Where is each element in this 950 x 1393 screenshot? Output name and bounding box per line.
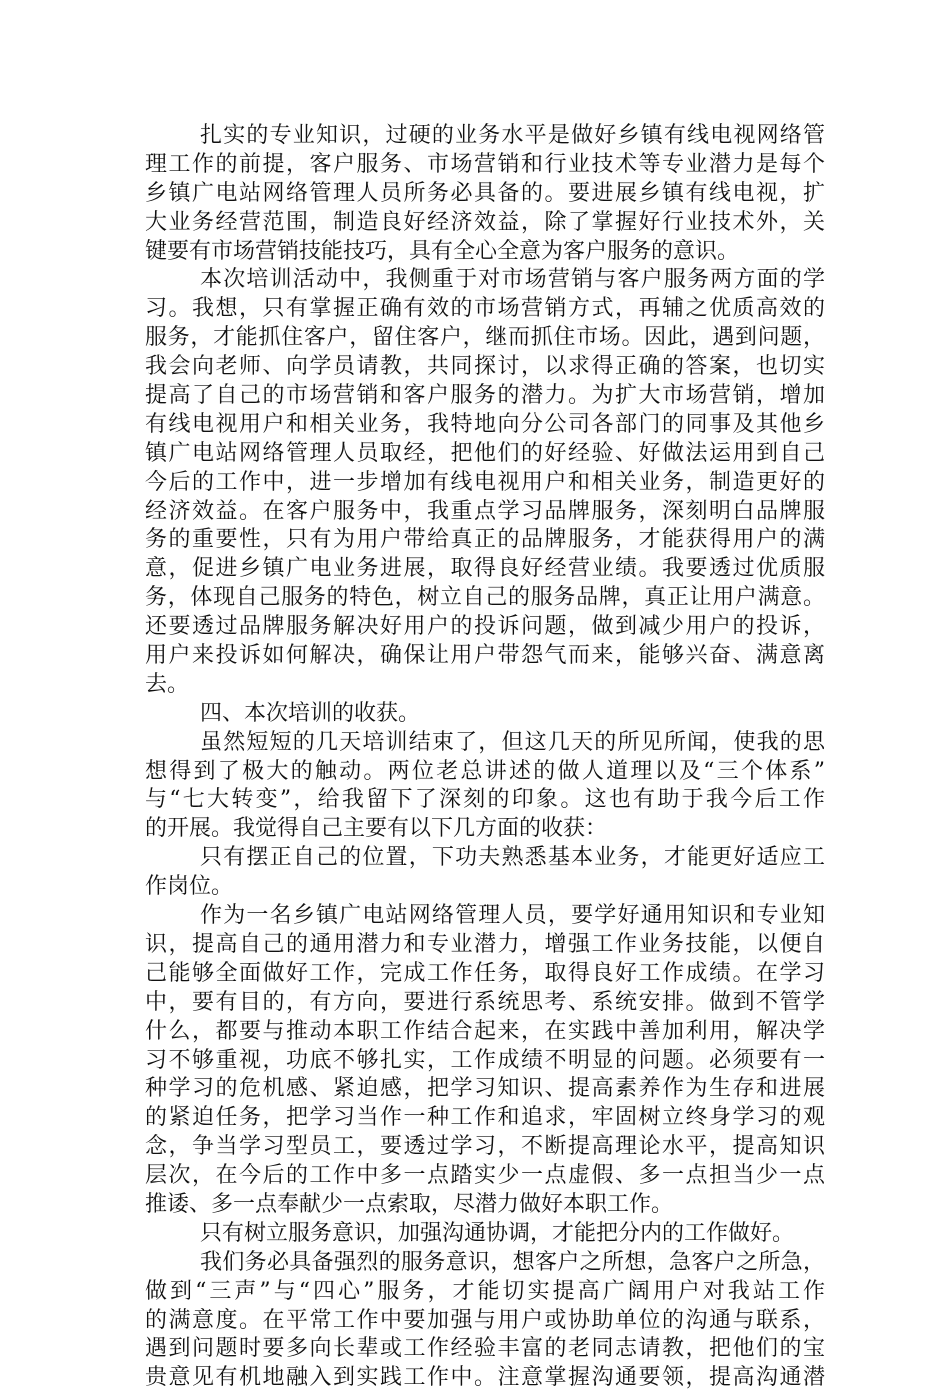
text-line: 的开展。我觉得自己主要有以下几方面的收获：	[145, 816, 608, 842]
text-line: 还要透过品牌服务解决好用户的投诉问题，做到减少用户的投诉，	[145, 614, 825, 640]
text-line: 做到“三声”与“四心”服务，才能切实提高广阔用户对我站工作	[145, 1278, 825, 1304]
text-line: 我们务必具备强烈的服务意识，想客户之所想，急客户之所急，	[200, 1249, 825, 1275]
text-line: 扎实的专业知识，过硬的业务水平是做好乡镇有线电视网络管	[200, 123, 825, 148]
text-line: 贵意见有机地融入到实践工作中。注意掌握沟通要领，提高沟通潜	[145, 1365, 825, 1391]
text-line: 念，争当学习型员工，要透过学习，不断提高理论水平，提高知识	[145, 1134, 825, 1160]
text-line: 镇广电站网络管理人员取经，把他们的好经验、好做法运用到自己	[145, 440, 825, 466]
text-line: 我会向老师、向学员请教，共同探讨，以求得正确的答案，也切实	[145, 354, 825, 380]
text-line: 只有摆正自己的位置，下功夫熟悉基本业务，才能更好适应工	[200, 845, 825, 871]
text-line: 作为一名乡镇广电站网络管理人员，要学好通用知识和专业知	[200, 903, 825, 929]
text-line: 想得到了极大的触动。两位老总讲述的做人道理以及“三个体系”	[145, 758, 825, 784]
text-line: 理工作的前提，客户服务、市场营销和行业技术等专业潜力是每个	[145, 151, 825, 177]
text-line: 只有树立服务意识，加强沟通协调，才能把分内的工作做好。	[200, 1220, 795, 1246]
text-line: 什么，都要与推动本职工作结合起来，在实践中善加利用，解决学	[145, 1018, 825, 1044]
text-line: 键要有市场营销技能技巧，具有全心全意为客户服务的意识。	[145, 238, 740, 264]
text-line: 层次，在今后的工作中多一点踏实少一点虚假、多一点担当少一点	[145, 1163, 825, 1189]
text-line: 务的重要性，只有为用户带给真正的品牌服务，才能获得用户的满	[145, 527, 825, 553]
text-line: 去。	[145, 671, 190, 697]
text-line: 遇到问题时要多向长辈或工作经验丰富的老同志请教，把他们的宝	[145, 1336, 825, 1362]
text-line: 务，体现自己服务的特色，树立自己的服务品牌，真正让用户满意。	[145, 585, 825, 611]
text-line: 四、本次培训的收获。	[200, 700, 421, 726]
text-line: 有线电视用户和相关业务，我特地向分公司各部门的同事及其他乡	[145, 411, 825, 437]
text-line: 经济效益。在客户服务中，我重点学习品牌服务，深刻明白品牌服	[145, 498, 825, 524]
text-line: 乡镇广电站网络管理人员所务必具备的。要进展乡镇有线电视，扩	[145, 180, 825, 206]
text-line: 习。我想，只有掌握正确有效的市场营销方式，再辅之优质高效的	[145, 296, 825, 322]
text-line: 服务，才能抓住客户，留住客户，继而抓住市场。因此，遇到问题，	[145, 325, 825, 351]
text-line: 意，促进乡镇广电业务进展，取得良好经营业绩。我要透过优质服	[145, 556, 825, 582]
text-line: 与“七大转变”，给我留下了深刻的印象。这也有助于我今后工作	[145, 787, 825, 813]
document-page	[145, 122, 825, 1393]
text-line: 种学习的危机感、紧迫感，把学习知识、提高素养作为生存和进展	[145, 1076, 825, 1102]
text-line: 习不够重视，功底不够扎实，工作成绩不明显的问题。必须要有一	[145, 1047, 825, 1073]
text-line: 大业务经营范围，制造良好经济效益，除了掌握好行业技术外，关	[145, 209, 825, 235]
text-line: 的紧迫任务，把学习当作一种工作和追求，牢固树立终身学习的观	[145, 1105, 825, 1131]
text-line: 的满意度。在平常工作中要加强与用户或协助单位的沟通与联系，	[145, 1307, 825, 1333]
text-line: 用户来投诉如何解决，确保让用户带怨气而来，能够兴奋、满意离	[145, 643, 825, 669]
text-line: 今后的工作中，进一步增加有线电视用户和相关业务，制造更好的	[145, 469, 825, 495]
text-line: 中，要有目的，有方向，要进行系统思考、系统安排。做到不管学	[145, 989, 825, 1015]
text-line: 本次培训活动中，我侧重于对市场营销与客户服务两方面的学	[200, 267, 825, 293]
text-line: 虽然短短的几天培训结束了，但这几天的所见所闻，使我的思	[200, 729, 825, 755]
text-line: 推诿、多一点奉献少一点索取，尽潜力做好本职工作。	[145, 1191, 674, 1217]
text-line: 作岗位。	[145, 874, 234, 900]
text-line: 提高了自己的市场营销和客户服务的潜力。为扩大市场营销，增加	[145, 383, 825, 409]
text-line: 己能够全面做好工作，完成工作任务，取得良好工作成绩。在学习	[145, 960, 825, 986]
text-line: 识，提高自己的通用潜力和专业潜力，增强工作业务技能，以便自	[145, 931, 825, 957]
